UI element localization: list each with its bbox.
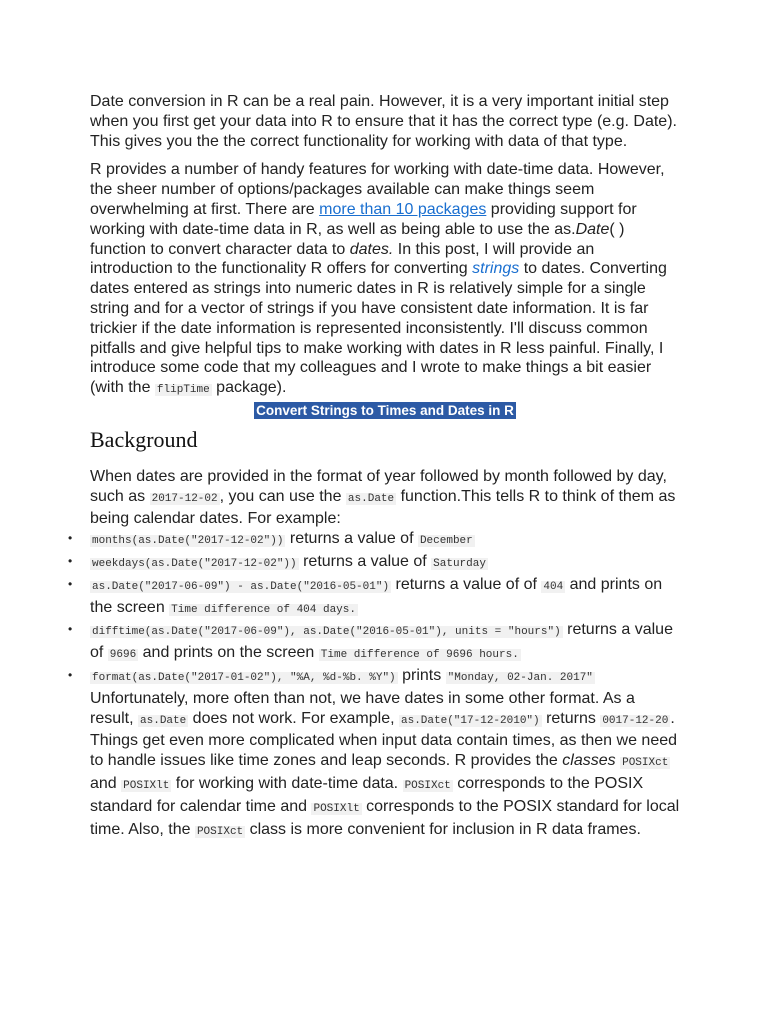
text-span: corresponds to the POSIX standard for local time. Also, the — [90, 797, 680, 838]
code-span: 2017-12-02 — [151, 492, 218, 505]
text-span: and prints on the screen — [90, 575, 663, 616]
intro-paragraph-1: Date conversion in R can be a real pain. However, it is a very important initial step when you first get your data into R to ensure that it has the correct type (e.g. Date). This gives you the the correct functionality for working with data of that type. — [90, 93, 677, 150]
list-item — [68, 620, 680, 666]
background-paragraph-3 — [90, 731, 680, 842]
intro-paragraph-2 — [90, 160, 680, 401]
text-span: and prints on the screen — [138, 644, 319, 662]
text-span: to dates. Converting dates entered as strings into numeric dates in R is relatively simple for a single string and for a vector of strings if you have consistent date information. It is far trickier if the date information is represented inconsistently. I'll discuss common pitfalls and give helpful tips to make working with dates in R less painful. Finally, I introduce some code that my colleagues and I wrote to make things a bit easier (with the — [90, 260, 667, 397]
text-span: , you can use the — [219, 487, 346, 505]
code-span: months(as.Date("2017-12-02")) — [92, 535, 284, 548]
text-span: returns a value of — [285, 530, 418, 548]
text-span: ( ) function to convert character data to — [90, 220, 625, 258]
code-span: weekdays(as.Date("2017-12-02")) — [92, 557, 297, 570]
code-span: 9696 — [109, 649, 137, 662]
text-span: does not work. For example, — [188, 709, 399, 727]
text-span: returns a value of of — [391, 575, 542, 593]
text-span: providing support for working with date-time data in R, as well as being able to use the as. — [90, 200, 637, 238]
bullet-icon: • — [68, 576, 73, 591]
dates-italic: dates. — [349, 240, 394, 258]
bullet-icon: • — [68, 667, 73, 682]
list-item — [68, 529, 680, 552]
background-paragraph-2 — [90, 689, 680, 732]
code-span: POSIXct — [622, 757, 669, 770]
list-item — [68, 666, 680, 689]
strings-link[interactable]: strings — [472, 260, 520, 278]
text-span: class is more convenient for inclusion in R data frames. — [245, 820, 641, 838]
code-span: as.Date — [140, 714, 187, 727]
text-span: and — [90, 774, 122, 792]
background-heading: Background — [90, 426, 198, 452]
text-span: . — [670, 709, 675, 727]
classes-italic: classes — [562, 752, 616, 770]
example-list — [68, 529, 680, 689]
article-body — [68, 92, 680, 842]
code-span: as.Date — [347, 492, 395, 505]
code-span: "Monday, 02-Jan. 2017" — [447, 671, 593, 684]
text-span: Things get even more complicated when input data contain times, as then we need to handle issues like time zones and leap seconds. R provides the — [90, 732, 678, 770]
code-span: difftime(as.Date("2017-06-09"), as.Date("2016-05-01"), units = "hours") — [92, 626, 561, 639]
text-span: In this post, I will provide an introduction to the functionality R offers for converting — [90, 240, 595, 278]
text-span: for working with date-time data. — [171, 774, 403, 792]
code-span: Saturday — [433, 557, 486, 570]
bullet-icon: • — [68, 553, 73, 568]
date-italic: Date — [575, 220, 610, 238]
fliptime-code: flipTime — [156, 384, 210, 397]
code-span: 0017-12-20 — [602, 714, 669, 727]
code-span: December — [419, 535, 473, 548]
highlight-row — [90, 401, 680, 421]
text-span: prints — [397, 666, 446, 684]
text-span: corresponds to the POSIX standard for calendar time and — [90, 774, 644, 815]
bullet-icon: • — [68, 622, 73, 637]
list-item — [68, 575, 680, 621]
list-item — [68, 552, 680, 575]
text-span: When dates are provided in the format of year followed by month followed by day, such as — [90, 467, 667, 505]
highlighted-title: Convert Strings to Times and Dates in R — [256, 402, 514, 418]
code-span: POSIXlt — [313, 802, 360, 815]
code-span: Time difference of 9696 hours. — [320, 649, 519, 662]
code-span: POSIXct — [196, 825, 244, 838]
text-span: Unfortunately, more often than not, we have dates in some other format. As a result, — [90, 689, 635, 727]
code-span: as.Date("17-12-2010") — [401, 714, 540, 727]
code-span: format(as.Date("2017-01-02"), "%A, %d-%b. %Y") — [92, 671, 396, 684]
text-span: returns a value of — [90, 621, 673, 662]
background-paragraph-1 — [90, 467, 680, 529]
code-span: Time difference of 404 days. — [171, 603, 356, 616]
code-span: 404 — [543, 580, 564, 593]
code-span: POSIXct — [404, 779, 451, 792]
text-span: returns a value of — [298, 552, 432, 570]
code-span: as.Date("2017-06-09") - as.Date("2016-05-01") — [92, 580, 390, 593]
code-span: POSIXlt — [123, 779, 170, 792]
bullet-icon: • — [68, 531, 73, 546]
text-span: returns — [541, 709, 601, 727]
text-span: package). — [211, 379, 287, 397]
text-span: R provides a number of handy features for working with date-time data. However, the sheer number of options/packages available can make things seem overwhelming at first. There are — [90, 161, 665, 218]
packages-link[interactable]: more than 10 packages — [319, 200, 487, 218]
text-span: function.This tells R to think of them as being calendar dates. For example: — [90, 487, 676, 528]
